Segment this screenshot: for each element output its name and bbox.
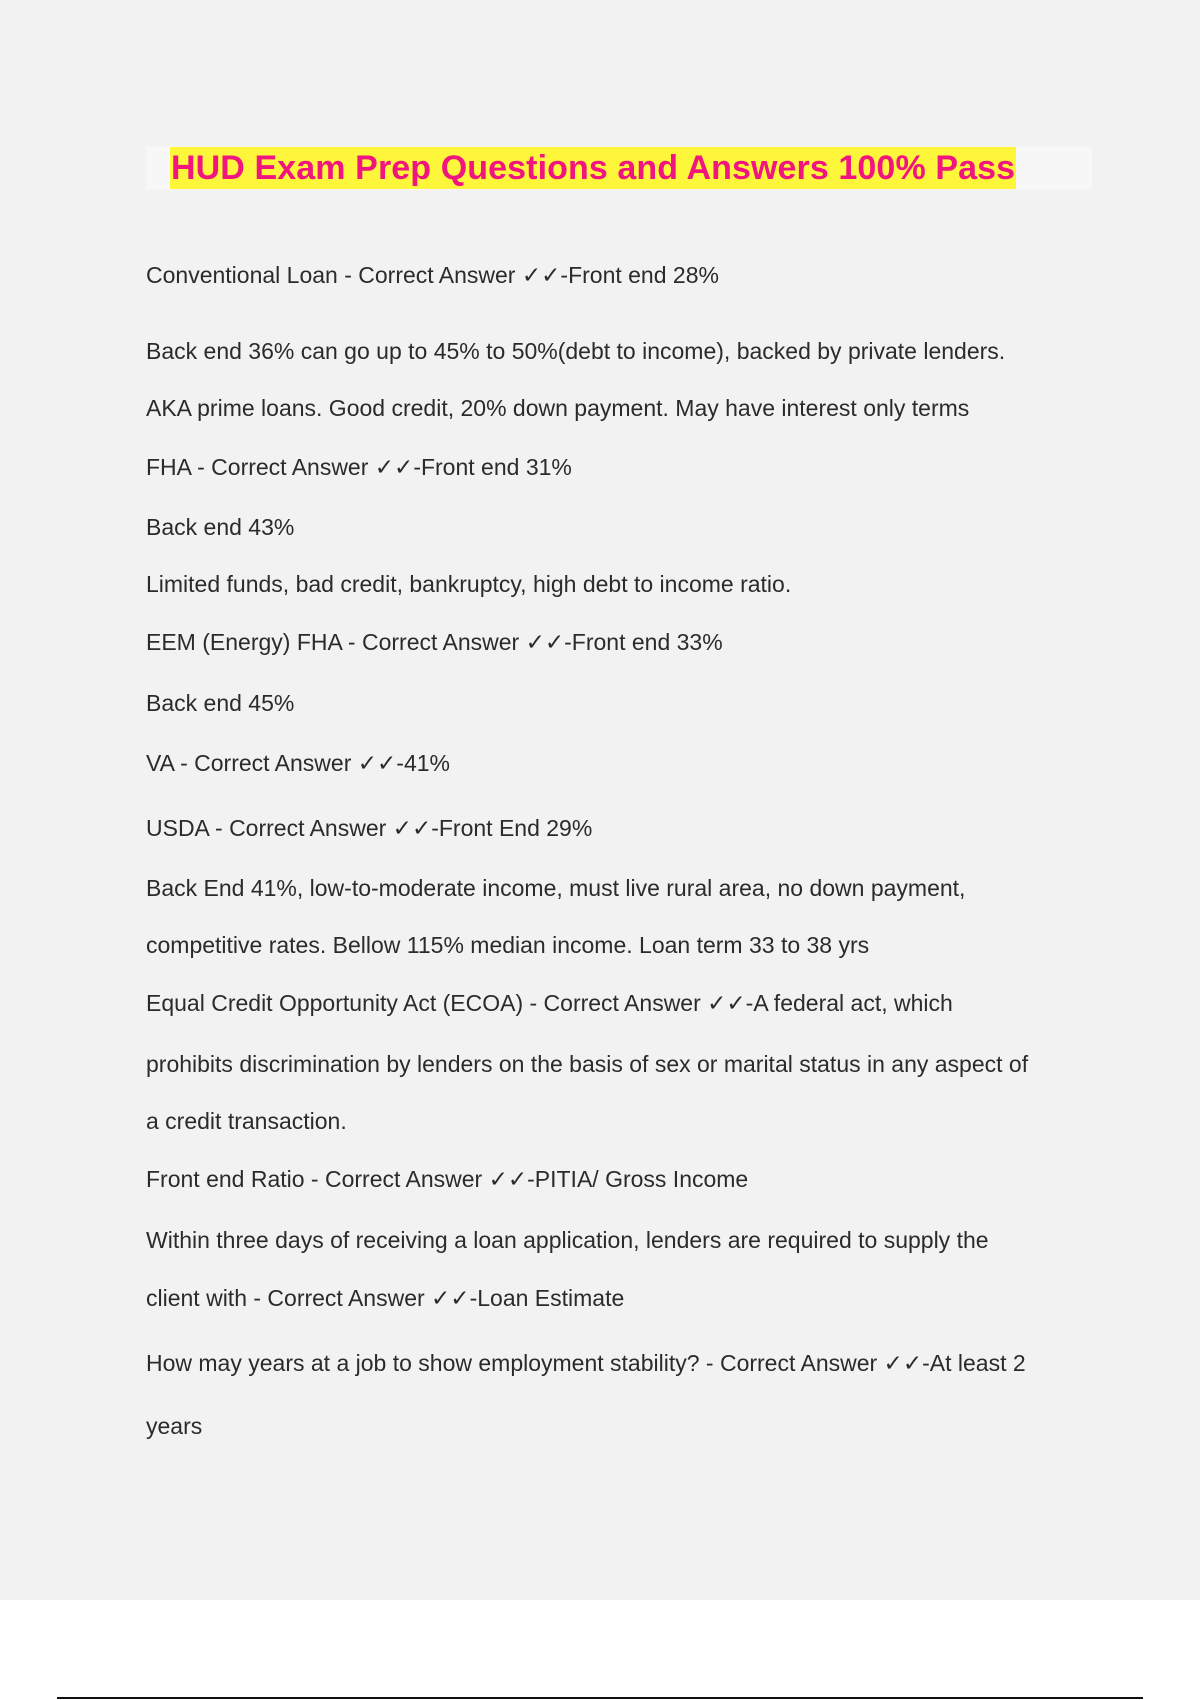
text-line: FHA - Correct Answer ✓✓-Front end 31% [146,454,572,480]
text-line: Limited funds, bad credit, bankruptcy, high debt to income ratio. [146,571,792,597]
text-line: prohibits discrimination by lenders on the basis of sex or marital status in any aspect of [146,1051,1029,1077]
text-line: USDA - Correct Answer ✓✓-Front End 29% [146,815,593,841]
text-line: Back end 45% [146,690,295,716]
text-line: EEM (Energy) FHA - Correct Answer ✓✓-Front end 33% [146,629,723,655]
footer-rule [57,1697,1143,1699]
text-line: years [146,1413,203,1439]
text-line: AKA prime loans. Good credit, 20% down payment. May have interest only terms [146,395,970,421]
text-line: VA - Correct Answer ✓✓-41% [146,750,450,776]
text-line: Front end Ratio - Correct Answer ✓✓-PITIA/ Gross Income [146,1166,749,1192]
text-line: Back end 43% [146,514,295,540]
text-line: How may years at a job to show employment stability? - Correct Answer ✓✓-At least 2 [146,1350,1026,1376]
text-line: a credit transaction. [146,1108,347,1134]
text-line: Equal Credit Opportunity Act (ECOA) - Correct Answer ✓✓-A federal act, which [146,990,953,1016]
text-line: Conventional Loan - Correct Answer ✓✓-Front end 28% [146,262,719,288]
text-line: Within three days of receiving a loan application, lenders are required to supply the [146,1227,989,1253]
text-line: Back End 41%, low-to-moderate income, must live rural area, no down payment, [146,875,966,901]
text-line: competitive rates. Bellow 115% median income. Loan term 33 to 38 yrs [146,932,870,958]
document-title: HUD Exam Prep Questions and Answers 100% Pass [171,149,1016,187]
text-line: Back end 36% can go up to 45% to 50%(debt to income), backed by private lenders. [146,338,1006,364]
text-line: client with - Correct Answer ✓✓-Loan Estimate [146,1285,625,1311]
